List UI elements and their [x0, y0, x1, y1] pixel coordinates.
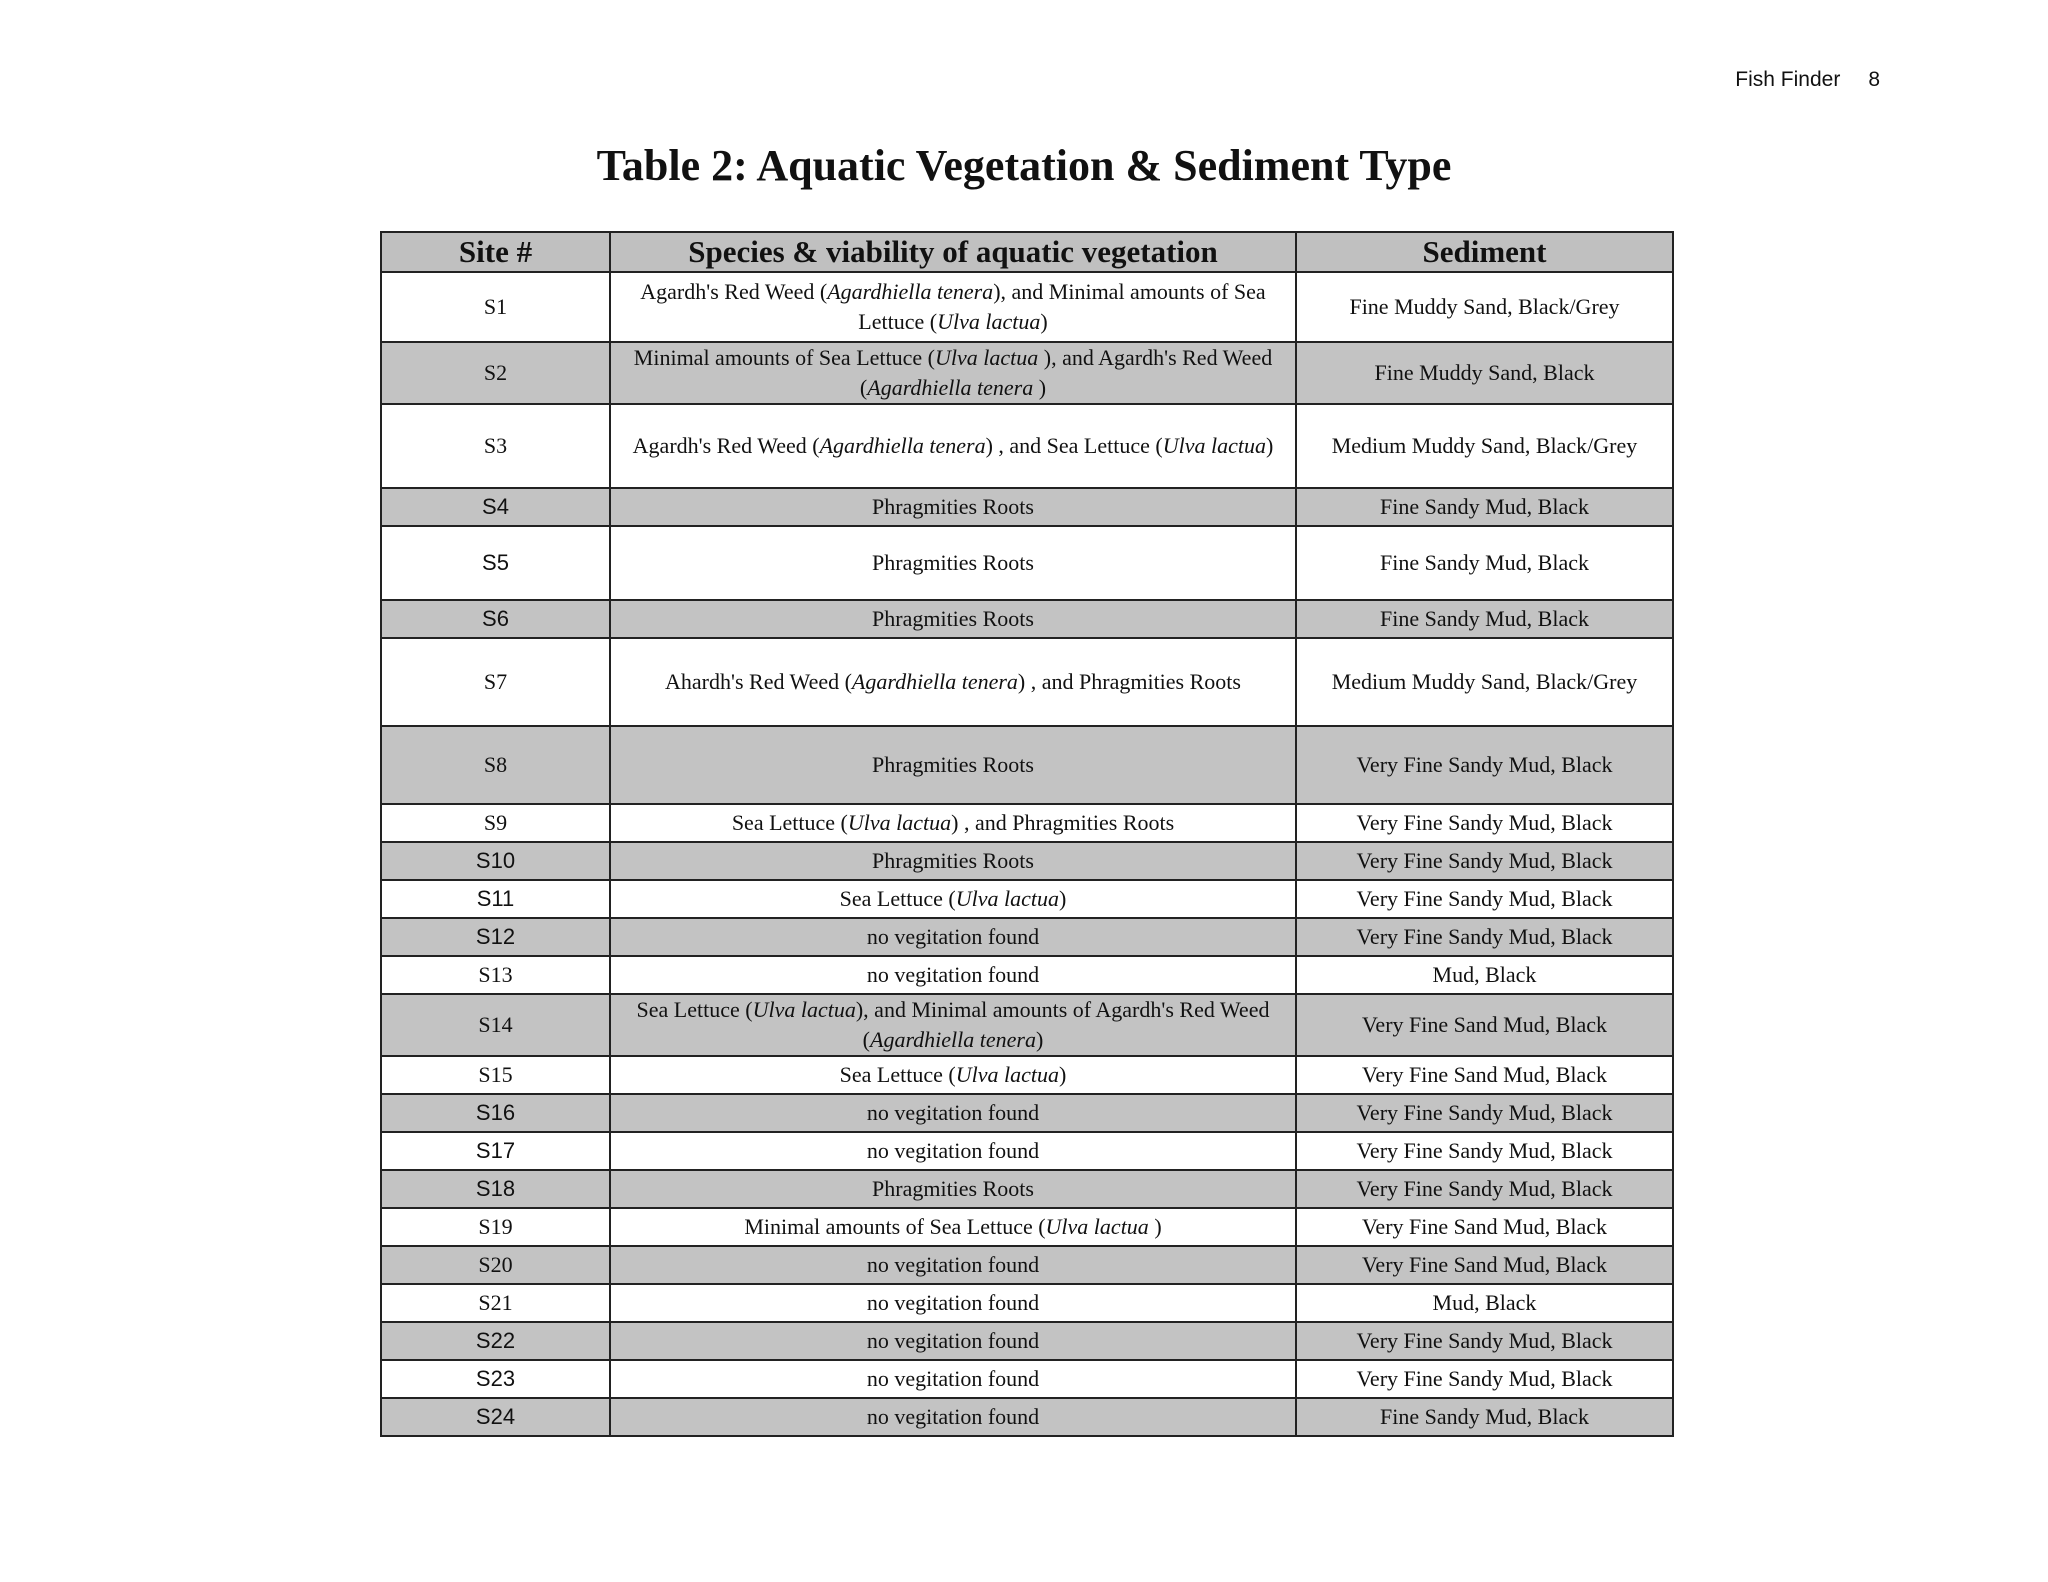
- vegetation-cell: no vegitation found: [610, 956, 1296, 994]
- vegetation-cell: no vegitation found: [610, 1398, 1296, 1436]
- sediment-cell: Fine Sandy Mud, Black: [1296, 526, 1673, 600]
- site-cell: S15: [381, 1056, 610, 1094]
- sediment-cell: Fine Sandy Mud, Black: [1296, 600, 1673, 638]
- vegetation-cell: Minimal amounts of Sea Lettuce (Ulva lactua ): [610, 1208, 1296, 1246]
- site-cell: S1: [381, 272, 610, 342]
- vegetation-cell: Sea Lettuce (Ulva lactua): [610, 1056, 1296, 1094]
- site-cell: S18: [381, 1170, 610, 1208]
- table-row: [381, 1360, 1673, 1398]
- column-header-sediment: Sediment: [1296, 232, 1673, 272]
- table-row: [381, 600, 1673, 638]
- vegetation-cell: no vegitation found: [610, 1322, 1296, 1360]
- sediment-cell: Very Fine Sandy Mud, Black: [1296, 880, 1673, 918]
- table-row: [381, 1246, 1673, 1284]
- table-header-row: [381, 232, 1673, 272]
- sediment-cell: Very Fine Sand Mud, Black: [1296, 1246, 1673, 1284]
- table-row: [381, 1132, 1673, 1170]
- vegetation-cell: Sea Lettuce (Ulva lactua): [610, 880, 1296, 918]
- sediment-cell: Fine Muddy Sand, Black: [1296, 342, 1673, 404]
- site-cell: S16: [381, 1094, 610, 1132]
- vegetation-cell: Sea Lettuce (Ulva lactua) , and Phragmities Roots: [610, 804, 1296, 842]
- site-cell: S5: [381, 526, 610, 600]
- vegetation-cell: no vegitation found: [610, 1246, 1296, 1284]
- column-header-site: Site #: [381, 232, 610, 272]
- table-row: [381, 994, 1673, 1056]
- table-row: [381, 804, 1673, 842]
- vegetation-cell: Minimal amounts of Sea Lettuce (Ulva lactua ), and Agardh's Red Weed (Agardhiella tenera ): [610, 342, 1296, 404]
- table-row: [381, 918, 1673, 956]
- sediment-cell: Medium Muddy Sand, Black/Grey: [1296, 404, 1673, 488]
- site-cell: S2: [381, 342, 610, 404]
- site-cell: S14: [381, 994, 610, 1056]
- table-row: [381, 638, 1673, 726]
- sediment-cell: Very Fine Sand Mud, Black: [1296, 994, 1673, 1056]
- sediment-cell: Very Fine Sandy Mud, Black: [1296, 1322, 1673, 1360]
- vegetation-sediment-table: [380, 231, 1674, 1437]
- table-row: [381, 1094, 1673, 1132]
- table-title: Table 2: Aquatic Vegetation & Sediment Type: [596, 141, 1452, 190]
- table-row: [381, 880, 1673, 918]
- site-cell: S22: [381, 1322, 610, 1360]
- vegetation-cell: Phragmities Roots: [610, 726, 1296, 804]
- site-cell: S8: [381, 726, 610, 804]
- site-cell: S9: [381, 804, 610, 842]
- table-row: [381, 842, 1673, 880]
- table-row: [381, 488, 1673, 526]
- sediment-cell: Very Fine Sandy Mud, Black: [1296, 1360, 1673, 1398]
- vegetation-cell: Phragmities Roots: [610, 526, 1296, 600]
- site-cell: S19: [381, 1208, 610, 1246]
- running-title: Fish Finder: [1735, 68, 1841, 91]
- table-row: [381, 272, 1673, 342]
- table-row: [381, 526, 1673, 600]
- site-cell: S6: [381, 600, 610, 638]
- vegetation-cell: no vegitation found: [610, 1094, 1296, 1132]
- table-body: [381, 272, 1673, 1436]
- site-cell: S4: [381, 488, 610, 526]
- table-row: [381, 956, 1673, 994]
- site-cell: S7: [381, 638, 610, 726]
- sediment-cell: Very Fine Sandy Mud, Black: [1296, 842, 1673, 880]
- vegetation-cell: Phragmities Roots: [610, 842, 1296, 880]
- site-cell: S21: [381, 1284, 610, 1322]
- table-row: [381, 1056, 1673, 1094]
- site-cell: S17: [381, 1132, 610, 1170]
- vegetation-cell: Agardh's Red Weed (Agardhiella tenera) , and Sea Lettuce (Ulva lactua): [610, 404, 1296, 488]
- table-row: [381, 404, 1673, 488]
- vegetation-cell: no vegitation found: [610, 918, 1296, 956]
- sediment-cell: Very Fine Sandy Mud, Black: [1296, 1170, 1673, 1208]
- site-cell: S11: [381, 880, 610, 918]
- sediment-cell: Very Fine Sandy Mud, Black: [1296, 1094, 1673, 1132]
- site-cell: S13: [381, 956, 610, 994]
- vegetation-cell: Phragmities Roots: [610, 600, 1296, 638]
- sediment-cell: Very Fine Sandy Mud, Black: [1296, 726, 1673, 804]
- site-cell: S3: [381, 404, 610, 488]
- table-row: [381, 1322, 1673, 1360]
- running-header: [1700, 68, 1880, 92]
- table-row: [381, 1398, 1673, 1436]
- site-cell: S24: [381, 1398, 610, 1436]
- table-row: [381, 726, 1673, 804]
- site-cell: S10: [381, 842, 610, 880]
- table-row: [381, 342, 1673, 404]
- vegetation-cell: Agardh's Red Weed (Agardhiella tenera), and Minimal amounts of Sea Lettuce (Ulva lactua): [610, 272, 1296, 342]
- sediment-cell: Medium Muddy Sand, Black/Grey: [1296, 638, 1673, 726]
- site-cell: S12: [381, 918, 610, 956]
- vegetation-cell: Phragmities Roots: [610, 488, 1296, 526]
- page-number: 8: [1868, 68, 1880, 91]
- table-row: [381, 1208, 1673, 1246]
- sediment-cell: Very Fine Sandy Mud, Black: [1296, 1132, 1673, 1170]
- sediment-cell: Very Fine Sand Mud, Black: [1296, 1056, 1673, 1094]
- vegetation-cell: no vegitation found: [610, 1360, 1296, 1398]
- vegetation-cell: no vegitation found: [610, 1284, 1296, 1322]
- sediment-cell: Very Fine Sandy Mud, Black: [1296, 804, 1673, 842]
- sediment-cell: Mud, Black: [1296, 956, 1673, 994]
- sediment-cell: Fine Sandy Mud, Black: [1296, 1398, 1673, 1436]
- vegetation-cell: Phragmities Roots: [610, 1170, 1296, 1208]
- vegetation-cell: Sea Lettuce (Ulva lactua), and Minimal amounts of Agardh's Red Weed (Agardhiella tenera): [610, 994, 1296, 1056]
- sediment-cell: Fine Muddy Sand, Black/Grey: [1296, 272, 1673, 342]
- sediment-cell: Very Fine Sandy Mud, Black: [1296, 918, 1673, 956]
- sediment-cell: Fine Sandy Mud, Black: [1296, 488, 1673, 526]
- column-header-vegetation: Species & viability of aquatic vegetation: [610, 232, 1296, 272]
- table-row: [381, 1170, 1673, 1208]
- vegetation-cell: no vegitation found: [610, 1132, 1296, 1170]
- sediment-cell: Very Fine Sand Mud, Black: [1296, 1208, 1673, 1246]
- vegetation-cell: Ahardh's Red Weed (Agardhiella tenera) , and Phragmities Roots: [610, 638, 1296, 726]
- site-cell: S20: [381, 1246, 610, 1284]
- site-cell: S23: [381, 1360, 610, 1398]
- sediment-cell: Mud, Black: [1296, 1284, 1673, 1322]
- table-row: [381, 1284, 1673, 1322]
